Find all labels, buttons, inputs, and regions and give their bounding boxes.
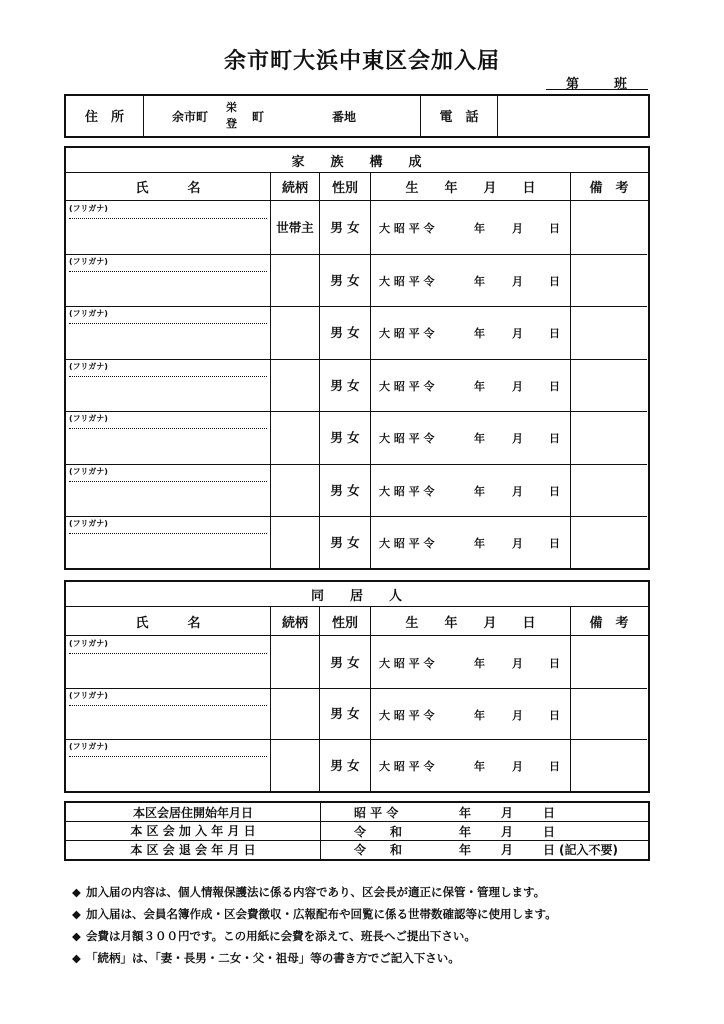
- family-relation-field[interactable]: [271, 306, 319, 359]
- family-birth-field[interactable]: [371, 411, 570, 464]
- phone-label: 電 話: [439, 110, 479, 125]
- cohabitant-sex-options[interactable]: 男 女: [330, 757, 360, 773]
- family-table: [64, 146, 650, 570]
- date-month: 月: [501, 824, 514, 839]
- date-day: 日: [543, 824, 556, 839]
- year-label: 年: [474, 432, 485, 445]
- month-label: 月: [512, 432, 523, 445]
- note-text: 加入届は、会員名簿作成・区会費徴収・広報配布や回覧に係る世帯数確認等に使用します。: [86, 907, 557, 921]
- month-label: 月: [512, 708, 523, 722]
- day-label: 日: [549, 379, 560, 393]
- note-item: [72, 906, 557, 922]
- note-text: 「続柄」は、「妻・長男・二女・父・祖母」等の書き方でご記入下さい。: [86, 951, 460, 965]
- family-remarks-field[interactable]: [571, 411, 647, 464]
- date-row-field[interactable]: [321, 822, 647, 840]
- district-nobori: 登: [226, 117, 237, 130]
- era-options: 大 昭 平 令: [379, 657, 435, 670]
- cohabitant-remarks-field[interactable]: [571, 636, 647, 688]
- date-year: 年: [459, 806, 472, 820]
- date-row-field[interactable]: [321, 840, 647, 858]
- family-relation-field[interactable]: [271, 359, 319, 412]
- cohabitant-row: [66, 688, 647, 740]
- family-remarks-field[interactable]: [571, 464, 647, 517]
- furigana-label: (フリガナ): [69, 517, 267, 534]
- furigana-label: (フリガナ): [69, 255, 267, 272]
- family-name-field[interactable]: [66, 516, 270, 569]
- family-row: [66, 201, 647, 254]
- date-year: 年: [459, 824, 472, 839]
- furigana-label: (フリガナ): [69, 465, 267, 482]
- cohabitant-name-field[interactable]: [66, 739, 270, 791]
- era-options: 大 昭 平 令: [379, 432, 435, 445]
- year-label: 年: [474, 327, 485, 340]
- family-name-field[interactable]: [66, 411, 270, 464]
- family-birth-field[interactable]: [371, 464, 570, 517]
- family-section-title: 家 族 構 成: [291, 154, 422, 170]
- address-label: 住 所: [84, 110, 124, 125]
- day-label: 日: [549, 222, 560, 235]
- day-label: 日: [549, 760, 560, 773]
- cohab-header-birth: 生 年 月 日: [405, 615, 536, 631]
- era-options: 大 昭 平 令: [379, 760, 435, 773]
- cohabitant-birth-field[interactable]: [371, 688, 570, 740]
- address-cho: 町: [252, 110, 265, 124]
- cohabitant-remarks-field[interactable]: [571, 739, 647, 791]
- cohab-header-sex: 性別: [331, 615, 358, 631]
- family-row: [66, 464, 647, 517]
- family-name-field[interactable]: [66, 359, 270, 412]
- cohabitant-name-field[interactable]: [66, 636, 270, 688]
- day-label: 日: [549, 484, 560, 498]
- era-options: 大 昭 平 令: [379, 274, 435, 288]
- family-row: [66, 411, 647, 464]
- month-label: 月: [512, 657, 523, 670]
- diamond-bullet-icon: ◆: [72, 951, 81, 965]
- day-label: 日: [549, 327, 560, 340]
- month-label: 月: [512, 760, 523, 773]
- group-prefix: 第: [566, 77, 580, 92]
- family-sex-options[interactable]: 男 女: [330, 535, 360, 551]
- diamond-bullet-icon: ◆: [72, 929, 81, 943]
- date-row-label: 本区会居住開始年月日: [132, 805, 253, 820]
- family-remarks-field[interactable]: [571, 254, 647, 307]
- year-label: 年: [474, 274, 485, 288]
- day-label: 日: [549, 537, 560, 550]
- note-item: [72, 950, 460, 966]
- note-text: 会費は月額３００円です。この用紙に会費を添えて、班長へご提出下さい。: [86, 929, 476, 943]
- year-label: 年: [474, 484, 485, 498]
- cohabitant-sex-options[interactable]: 男 女: [330, 706, 360, 722]
- month-label: 月: [512, 379, 523, 393]
- family-birth-field[interactable]: [371, 359, 570, 412]
- date-day: 日: [543, 806, 556, 820]
- family-remarks-field[interactable]: [571, 516, 647, 569]
- family-remarks-field[interactable]: [571, 359, 647, 412]
- furigana-label: (フリガナ): [69, 740, 267, 757]
- year-label: 年: [474, 708, 485, 722]
- header-name: 氏 名: [135, 181, 201, 196]
- note-item: [72, 884, 545, 900]
- cohab-header-relation: 続柄: [281, 615, 308, 631]
- family-sex-options[interactable]: 男 女: [330, 430, 360, 446]
- cohabitant-name-field[interactable]: [66, 688, 270, 740]
- date-row-field[interactable]: [321, 803, 647, 821]
- family-sex-options[interactable]: 男 女: [330, 325, 360, 341]
- header-relation: 続柄: [281, 181, 308, 196]
- date-era: 昭 平 令: [354, 806, 399, 820]
- cohabitant-remarks-field[interactable]: [571, 688, 647, 740]
- family-remarks-field[interactable]: [571, 201, 647, 254]
- family-relation-field[interactable]: [271, 411, 319, 464]
- address-row: [64, 94, 650, 138]
- day-label: 日: [549, 708, 560, 722]
- era-options: 大 昭 平 令: [379, 379, 435, 393]
- furigana-label: (フリガナ): [69, 202, 267, 219]
- furigana-label: (フリガナ): [69, 637, 267, 654]
- family-relation-field[interactable]: 世帯主: [276, 220, 314, 236]
- cohabitant-section-title: 同 居 人: [310, 588, 402, 604]
- month-label: 月: [512, 484, 523, 498]
- address-banchi: 番地: [332, 110, 357, 124]
- date-row-label: 本 区 会 退 会 年 月 日: [130, 842, 256, 857]
- era-options: 大 昭 平 令: [379, 537, 435, 550]
- year-label: 年: [474, 537, 485, 550]
- district-sakae: 栄: [226, 101, 237, 114]
- furigana-label: (フリガナ): [69, 412, 267, 429]
- date-month: 月: [501, 843, 514, 857]
- cohabitant-relation-field[interactable]: [271, 636, 319, 688]
- family-birth-field[interactable]: [371, 516, 570, 569]
- family-relation-field[interactable]: [271, 254, 319, 307]
- cohabitant-relation-field[interactable]: [271, 739, 319, 791]
- note-item: [72, 928, 476, 944]
- family-sex-options[interactable]: 男 女: [330, 377, 360, 393]
- phone-field[interactable]: [498, 96, 647, 135]
- furigana-label: (フリガナ): [69, 307, 267, 324]
- group-suffix: 班: [614, 77, 628, 92]
- cohab-header-name: 氏 名: [135, 615, 201, 631]
- family-name-field[interactable]: [66, 306, 270, 359]
- date-day: 日: [543, 843, 556, 857]
- form-title: 余市町大浜中東区会加入届: [223, 49, 500, 74]
- cohabitant-sex-options[interactable]: 男 女: [330, 654, 360, 670]
- family-birth-field[interactable]: [371, 201, 570, 254]
- year-label: 年: [474, 657, 485, 670]
- diamond-bullet-icon: ◆: [72, 907, 81, 921]
- date-row-label: 本 区 会 加 入 年 月 日: [130, 824, 256, 838]
- family-birth-field[interactable]: [371, 254, 570, 307]
- date-era: 令 和: [354, 824, 403, 839]
- month-label: 月: [512, 222, 523, 235]
- year-label: 年: [474, 222, 485, 235]
- furigana-label: (フリガナ): [69, 360, 267, 377]
- era-options: 大 昭 平 令: [379, 708, 435, 722]
- date-year: 年: [459, 843, 472, 857]
- address-field[interactable]: [144, 96, 420, 135]
- month-label: 月: [512, 274, 523, 288]
- year-label: 年: [474, 379, 485, 393]
- date-era: 令 和: [354, 843, 403, 857]
- family-name-field[interactable]: [66, 201, 270, 254]
- family-sex-options[interactable]: 男 女: [330, 220, 360, 236]
- cohabitant-table: [64, 580, 650, 793]
- header-sex: 性別: [331, 181, 358, 196]
- family-name-field[interactable]: [66, 464, 270, 517]
- diamond-bullet-icon: ◆: [72, 885, 81, 899]
- year-label: 年: [474, 760, 485, 773]
- month-label: 月: [512, 327, 523, 340]
- cohab-header-remarks: 備 考: [589, 615, 629, 631]
- date-extra: (記入不要): [559, 843, 618, 857]
- note-text: 加入届の内容は、個人情報保護法に係る内容であり、区会長が適正に保管・管理します。: [86, 885, 546, 899]
- family-row: [66, 516, 647, 569]
- day-label: 日: [549, 432, 560, 445]
- family-relation-field[interactable]: [271, 516, 319, 569]
- family-row: [66, 306, 647, 359]
- family-row: [66, 254, 647, 307]
- era-options: 大 昭 平 令: [379, 222, 435, 235]
- dates-table: [64, 801, 650, 861]
- date-month: 月: [501, 806, 514, 820]
- furigana-label: (フリガナ): [69, 689, 267, 706]
- family-relation-field[interactable]: [271, 464, 319, 517]
- cohabitant-relation-field[interactable]: [271, 688, 319, 740]
- address-town: 余市町: [172, 110, 209, 124]
- family-remarks-field[interactable]: [571, 306, 647, 359]
- cohabitant-row: [66, 636, 647, 688]
- family-sex-options[interactable]: 男 女: [330, 482, 360, 498]
- month-label: 月: [512, 537, 523, 550]
- cohabitant-birth-field[interactable]: [371, 739, 570, 791]
- era-options: 大 昭 平 令: [379, 484, 435, 498]
- day-label: 日: [549, 657, 560, 670]
- cohabitant-birth-field[interactable]: [371, 636, 570, 688]
- era-options: 大 昭 平 令: [379, 327, 435, 340]
- cohabitant-row: [66, 739, 647, 791]
- family-sex-options[interactable]: 男 女: [330, 272, 360, 288]
- group-number-field[interactable]: [546, 72, 648, 90]
- family-name-field[interactable]: [66, 254, 270, 307]
- family-row: [66, 359, 647, 412]
- header-birth: 生 年 月 日: [405, 181, 536, 196]
- header-remarks: 備 考: [589, 181, 629, 196]
- family-birth-field[interactable]: [371, 306, 570, 359]
- day-label: 日: [549, 274, 560, 288]
